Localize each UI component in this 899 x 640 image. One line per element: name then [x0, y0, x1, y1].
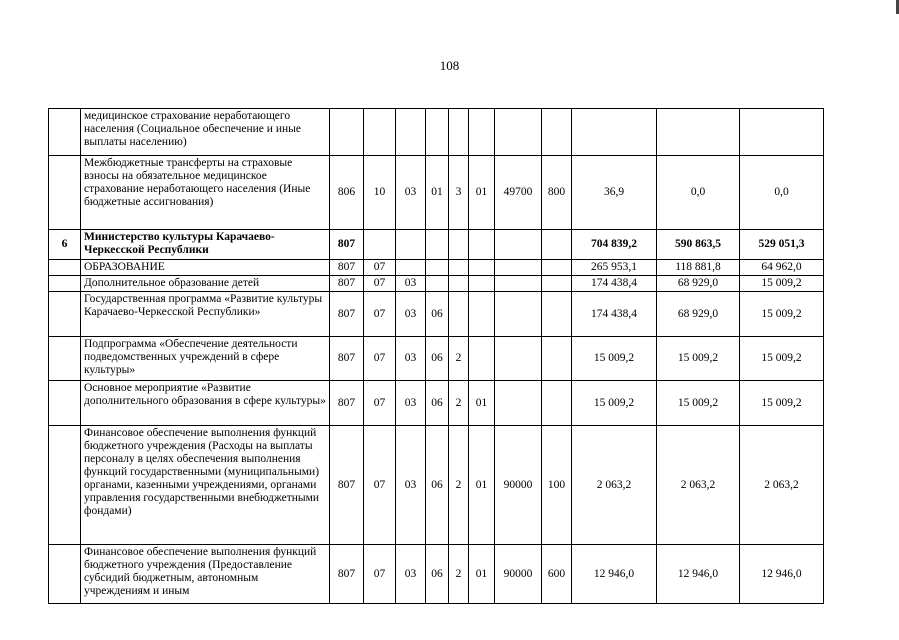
row-pr: [396, 230, 426, 260]
row-pr: 03: [396, 156, 426, 230]
row-number: [49, 156, 81, 230]
row-vr: 600: [542, 545, 572, 604]
row-year1: 15 009,2: [572, 381, 657, 426]
row-pr: 03: [396, 545, 426, 604]
row-measure: [469, 260, 495, 276]
row-vr: [542, 260, 572, 276]
row-name: Финансовое обеспечение выполнения функций бюджетного учреждения (Предоставление субсидий бюджетным, автономным учреждениям и иным: [81, 545, 330, 604]
row-measure: 01: [469, 426, 495, 545]
row-name: Межбюджетные трансферты на страховые взносы на обязательное медицинское страхование неработающего населения (Иные бюджетные ассигнования): [81, 156, 330, 230]
row-program: 06: [426, 337, 449, 381]
row-year2: 68 929,0: [657, 276, 740, 292]
row-year3: [740, 109, 824, 156]
row-direction: 90000: [495, 545, 542, 604]
row-rz: 07: [364, 337, 396, 381]
row-rz: [364, 109, 396, 156]
row-year3: 12 946,0: [740, 545, 824, 604]
row-pr: 03: [396, 337, 426, 381]
table-row: [49, 109, 824, 156]
row-name: Подпрограмма «Обеспечение деятельности подведомственных учреждений в сфере культуры»: [81, 337, 330, 381]
row-number: [49, 109, 81, 156]
row-number: [49, 381, 81, 426]
row-measure: [469, 230, 495, 260]
row-ved: 807: [330, 230, 364, 260]
row-year2: 15 009,2: [657, 337, 740, 381]
row-vr: [542, 381, 572, 426]
row-program: [426, 276, 449, 292]
table-row: [49, 260, 824, 276]
row-direction: [495, 230, 542, 260]
row-vr: [542, 337, 572, 381]
row-year3: 2 063,2: [740, 426, 824, 545]
row-subprogram: 2: [449, 337, 469, 381]
row-ved: 807: [330, 276, 364, 292]
row-year3: 64 962,0: [740, 260, 824, 276]
row-direction: [495, 109, 542, 156]
row-subprogram: 2: [449, 545, 469, 604]
table-row: [49, 156, 824, 230]
row-rz: 07: [364, 381, 396, 426]
row-year3: 0,0: [740, 156, 824, 230]
row-number: [49, 292, 81, 337]
row-year1: 2 063,2: [572, 426, 657, 545]
row-name: медицинское страхование неработающего населения (Социальное обеспечение и иные выплаты населению): [81, 109, 330, 156]
row-year1: 36,9: [572, 156, 657, 230]
row-measure: [469, 337, 495, 381]
row-name: ОБРАЗОВАНИЕ: [81, 260, 330, 276]
row-measure: 01: [469, 381, 495, 426]
table-row: [49, 276, 824, 292]
row-measure: 01: [469, 545, 495, 604]
row-number: [49, 276, 81, 292]
row-vr: [542, 292, 572, 337]
row-measure: [469, 276, 495, 292]
row-ved: 807: [330, 337, 364, 381]
row-subprogram: [449, 109, 469, 156]
row-number: [49, 426, 81, 545]
row-rz: 07: [364, 260, 396, 276]
row-measure: [469, 292, 495, 337]
row-direction: 49700: [495, 156, 542, 230]
row-year1: 174 438,4: [572, 292, 657, 337]
row-direction: [495, 276, 542, 292]
row-number: 6: [49, 230, 81, 260]
row-name: Дополнительное образование детей: [81, 276, 330, 292]
row-program: [426, 260, 449, 276]
row-name: Министерство культуры Карачаево-Черкесской Республики: [81, 230, 330, 260]
row-vr: [542, 276, 572, 292]
row-ved: 807: [330, 426, 364, 545]
row-subprogram: [449, 292, 469, 337]
table-row: [49, 292, 824, 337]
row-ved: 807: [330, 292, 364, 337]
row-subprogram: [449, 230, 469, 260]
row-year3: 15 009,2: [740, 292, 824, 337]
row-ved: 807: [330, 260, 364, 276]
row-vr: 100: [542, 426, 572, 545]
row-direction: 90000: [495, 426, 542, 545]
row-year2: 2 063,2: [657, 426, 740, 545]
row-number: [49, 545, 81, 604]
row-rz: 10: [364, 156, 396, 230]
row-program: 01: [426, 156, 449, 230]
row-pr: [396, 260, 426, 276]
row-year3: 529 051,3: [740, 230, 824, 260]
row-rz: 07: [364, 276, 396, 292]
row-subprogram: 2: [449, 426, 469, 545]
row-year2: 118 881,8: [657, 260, 740, 276]
row-pr: 03: [396, 381, 426, 426]
row-pr: 03: [396, 276, 426, 292]
row-subprogram: 3: [449, 156, 469, 230]
row-name: Основное мероприятие «Развитие дополнительного образования в сфере культуры»: [81, 381, 330, 426]
row-year3: 15 009,2: [740, 337, 824, 381]
row-ved: 806: [330, 156, 364, 230]
row-program: 06: [426, 545, 449, 604]
row-subprogram: [449, 276, 469, 292]
row-year3: 15 009,2: [740, 276, 824, 292]
row-subprogram: 2: [449, 381, 469, 426]
table-row: [49, 426, 824, 545]
row-program: 06: [426, 426, 449, 545]
table-row: [49, 230, 824, 260]
row-rz: [364, 230, 396, 260]
row-number: [49, 337, 81, 381]
row-measure: 01: [469, 156, 495, 230]
table-row: [49, 337, 824, 381]
row-year2: [657, 109, 740, 156]
row-name: Финансовое обеспечение выполнения функций бюджетного учреждения (Расходы на выплаты персоналу в целях обеспечения выполнения функций государственными (муниципальными) органами, казенными учреждениями, органами управления государственными внебюджетными фондами): [81, 426, 330, 545]
row-rz: 07: [364, 545, 396, 604]
row-pr: 03: [396, 292, 426, 337]
row-direction: [495, 337, 542, 381]
page-number: 108: [439, 58, 460, 73]
row-program: [426, 109, 449, 156]
budget-table: [48, 108, 824, 604]
row-year1: 265 953,1: [572, 260, 657, 276]
row-pr: 03: [396, 426, 426, 545]
row-year1: 704 839,2: [572, 230, 657, 260]
row-ved: 807: [330, 545, 364, 604]
row-subprogram: [449, 260, 469, 276]
row-direction: [495, 381, 542, 426]
row-vr: [542, 109, 572, 156]
row-pr: [396, 109, 426, 156]
row-number: [49, 260, 81, 276]
row-year2: 590 863,5: [657, 230, 740, 260]
row-direction: [495, 292, 542, 337]
row-direction: [495, 260, 542, 276]
row-ved: 807: [330, 381, 364, 426]
row-measure: [469, 109, 495, 156]
row-name: Государственная программа «Развитие культуры Карачаево-Черкесской Республики»: [81, 292, 330, 337]
row-year2: 0,0: [657, 156, 740, 230]
row-year2: 12 946,0: [657, 545, 740, 604]
row-year3: 15 009,2: [740, 381, 824, 426]
budget-table-body: [49, 109, 824, 604]
row-year2: 68 929,0: [657, 292, 740, 337]
table-row: [49, 545, 824, 604]
row-vr: 800: [542, 156, 572, 230]
row-program: 06: [426, 381, 449, 426]
row-ved: [330, 109, 364, 156]
row-rz: 07: [364, 426, 396, 545]
row-year1: 174 438,4: [572, 276, 657, 292]
row-program: 06: [426, 292, 449, 337]
row-year2: 15 009,2: [657, 381, 740, 426]
table-row: [49, 381, 824, 426]
row-year1: 15 009,2: [572, 337, 657, 381]
row-vr: [542, 230, 572, 260]
row-year1: [572, 109, 657, 156]
row-year1: 12 946,0: [572, 545, 657, 604]
row-program: [426, 230, 449, 260]
row-rz: 07: [364, 292, 396, 337]
